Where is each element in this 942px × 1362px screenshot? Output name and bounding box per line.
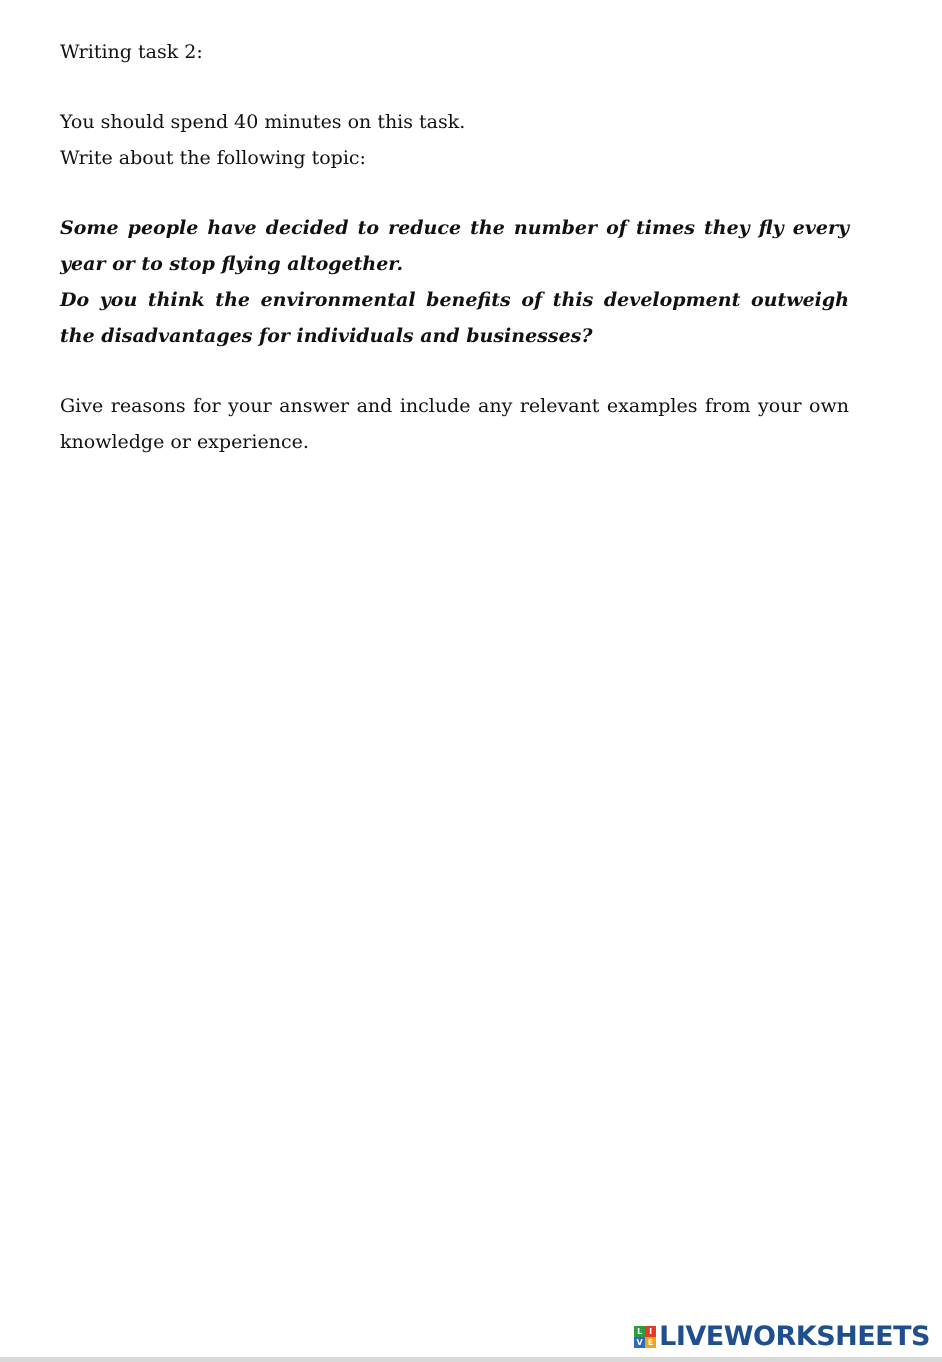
liveworksheets-logo	[634, 1322, 930, 1352]
logo-letter-i: I	[645, 1326, 656, 1337]
topic-instruction: Write about the following topic:	[60, 147, 366, 169]
footer-divider	[0, 1357, 942, 1362]
spacer	[60, 354, 849, 388]
spacer	[60, 70, 849, 104]
logo-letter-v: V	[634, 1337, 645, 1348]
liveworksheets-logo-icon	[634, 1326, 656, 1348]
logo-letter-e: E	[645, 1337, 656, 1348]
closing-instruction: Give reasons for your answer and include any relevant examples from your own knowledge or experience.	[60, 395, 849, 453]
topic-question: Do you think the environmental benefits of this development outweigh the disadvantages for individuals and businesses?	[60, 289, 849, 347]
logo-letter-l: L	[634, 1326, 645, 1337]
brand-name: LIVEWORKSHEETS	[659, 1321, 930, 1352]
task-content	[60, 34, 849, 460]
time-instruction: You should spend 40 minutes on this task.	[60, 111, 466, 133]
topic-statement: Some people have decided to reduce the number of times they fly every year or to stop flying altogether.	[60, 217, 849, 275]
task-heading: Writing task 2:	[60, 41, 203, 63]
spacer	[60, 176, 849, 210]
